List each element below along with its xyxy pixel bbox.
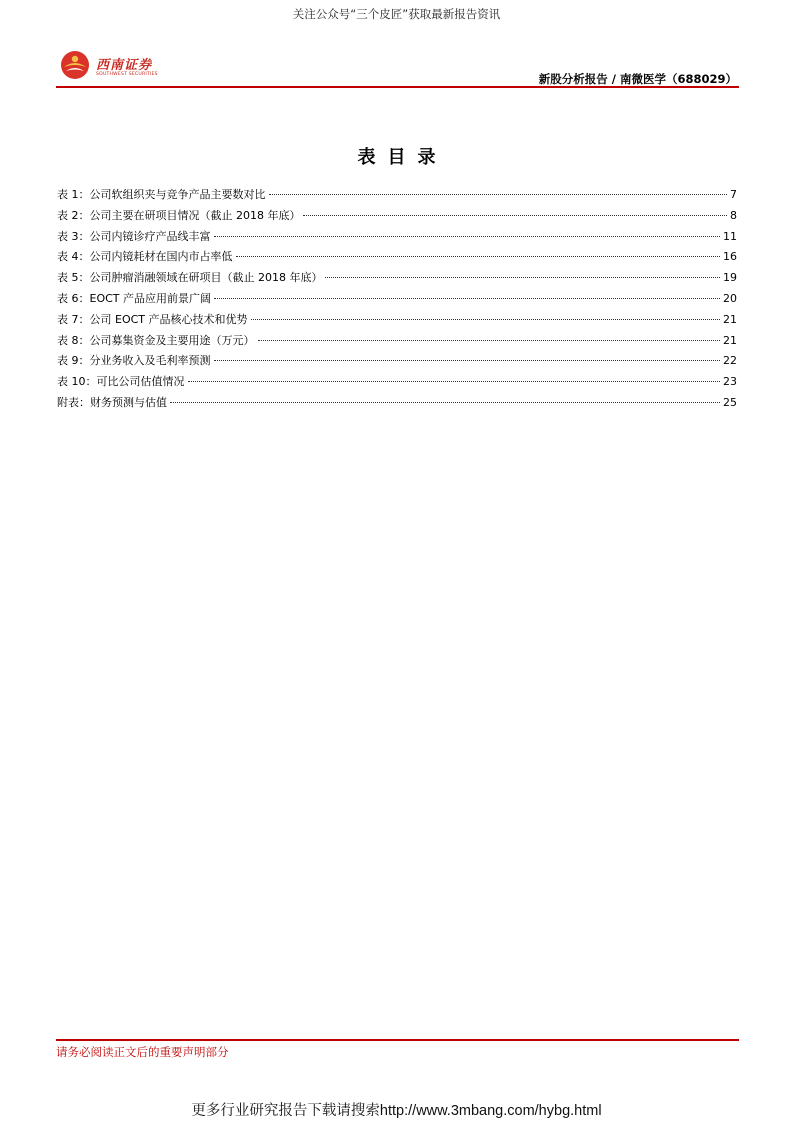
disclaimer-note: 请务必阅读正文后的重要声明部分 — [56, 1045, 229, 1059]
toc-entry-label: 表 7：公司 EOCT 产品核心技术和优势 — [57, 312, 248, 326]
toc-entry-label: 表 1：公司软组织夹与竞争产品主要数对比 — [57, 188, 266, 201]
company-logo — [60, 50, 170, 84]
header-divider — [56, 86, 739, 88]
toc-entry-label: 表 2：公司主要在研项目情况（截止 2018 年底） — [57, 208, 301, 222]
toc-entry-page: 21 — [723, 312, 737, 326]
dot-leader — [269, 194, 728, 195]
dot-leader — [188, 381, 721, 382]
toc-entry-page: 25 — [723, 395, 737, 409]
toc-heading: 表目录 — [357, 147, 448, 168]
toc-entry[interactable] — [57, 373, 737, 394]
toc-entry[interactable] — [57, 228, 737, 249]
download-promo-link[interactable]: 更多行业研究报告下载请搜索http://www.3mbang.com/hybg.html — [191, 1103, 602, 1119]
toc-entry-label: 表 3：公司内镜诊疗产品线丰富 — [57, 229, 211, 243]
toc-entry-page: 11 — [723, 229, 737, 243]
toc-entry[interactable] — [57, 248, 737, 269]
toc-entry-page: 7 — [730, 188, 737, 201]
toc-entry-label: 表 6：EOCT 产品应用前景广阔 — [57, 291, 211, 305]
toc-entry[interactable] — [57, 269, 737, 290]
toc-entry-label: 表 8：公司募集资金及主要用途（万元） — [57, 333, 255, 347]
toc-entry-label: 表 5：公司肿瘤消融领域在研项目（截止 2018 年底） — [57, 271, 323, 285]
toc-entry-label: 附表：财务预测与估值 — [57, 395, 167, 409]
dot-leader — [236, 256, 721, 257]
toc-entry[interactable] — [57, 352, 737, 373]
toc-entry-label: 表 9：分业务收入及毛利率预测 — [57, 354, 211, 368]
toc-entry[interactable] — [57, 394, 737, 415]
toc-entry[interactable] — [57, 207, 737, 228]
toc-entry-page: 21 — [723, 333, 737, 347]
toc-entry-page: 19 — [723, 271, 737, 285]
toc-entry[interactable] — [57, 332, 737, 353]
dot-leader — [325, 277, 720, 278]
dot-leader — [170, 402, 720, 403]
toc-entry-page: 20 — [723, 291, 737, 305]
toc-entry-label: 表 4：公司内镜耗材在国内市占率低 — [57, 250, 233, 264]
toc-entry[interactable] — [57, 290, 737, 311]
dot-leader — [303, 215, 727, 216]
toc-entry-page: 8 — [730, 208, 737, 222]
dot-leader — [214, 298, 720, 299]
toc-entry-page: 22 — [723, 354, 737, 368]
toc-entry-label: 表 10：可比公司估值情况 — [57, 375, 185, 389]
logo-text-cn: 西南证券 — [96, 58, 153, 73]
report-title: 新股分析报告 / 南微医学（688029） — [538, 72, 737, 86]
dot-leader — [258, 340, 721, 341]
dot-leader — [214, 236, 721, 237]
dot-leader — [214, 360, 721, 361]
footer-divider — [56, 1039, 739, 1041]
toc-entry-page: 23 — [723, 375, 737, 389]
toc-entry[interactable] — [57, 311, 737, 332]
toc-entry-page: 16 — [723, 250, 737, 264]
logo-emblem-icon — [60, 50, 90, 80]
logo-text-en: SOUTHWEST SECURITIES — [96, 72, 158, 77]
dot-leader — [251, 319, 721, 320]
toc-entry[interactable] — [57, 186, 737, 207]
table-of-contents — [57, 186, 737, 415]
top-notice: 关注公众号“三个皮匠”获取最新报告资讯 — [292, 7, 501, 21]
